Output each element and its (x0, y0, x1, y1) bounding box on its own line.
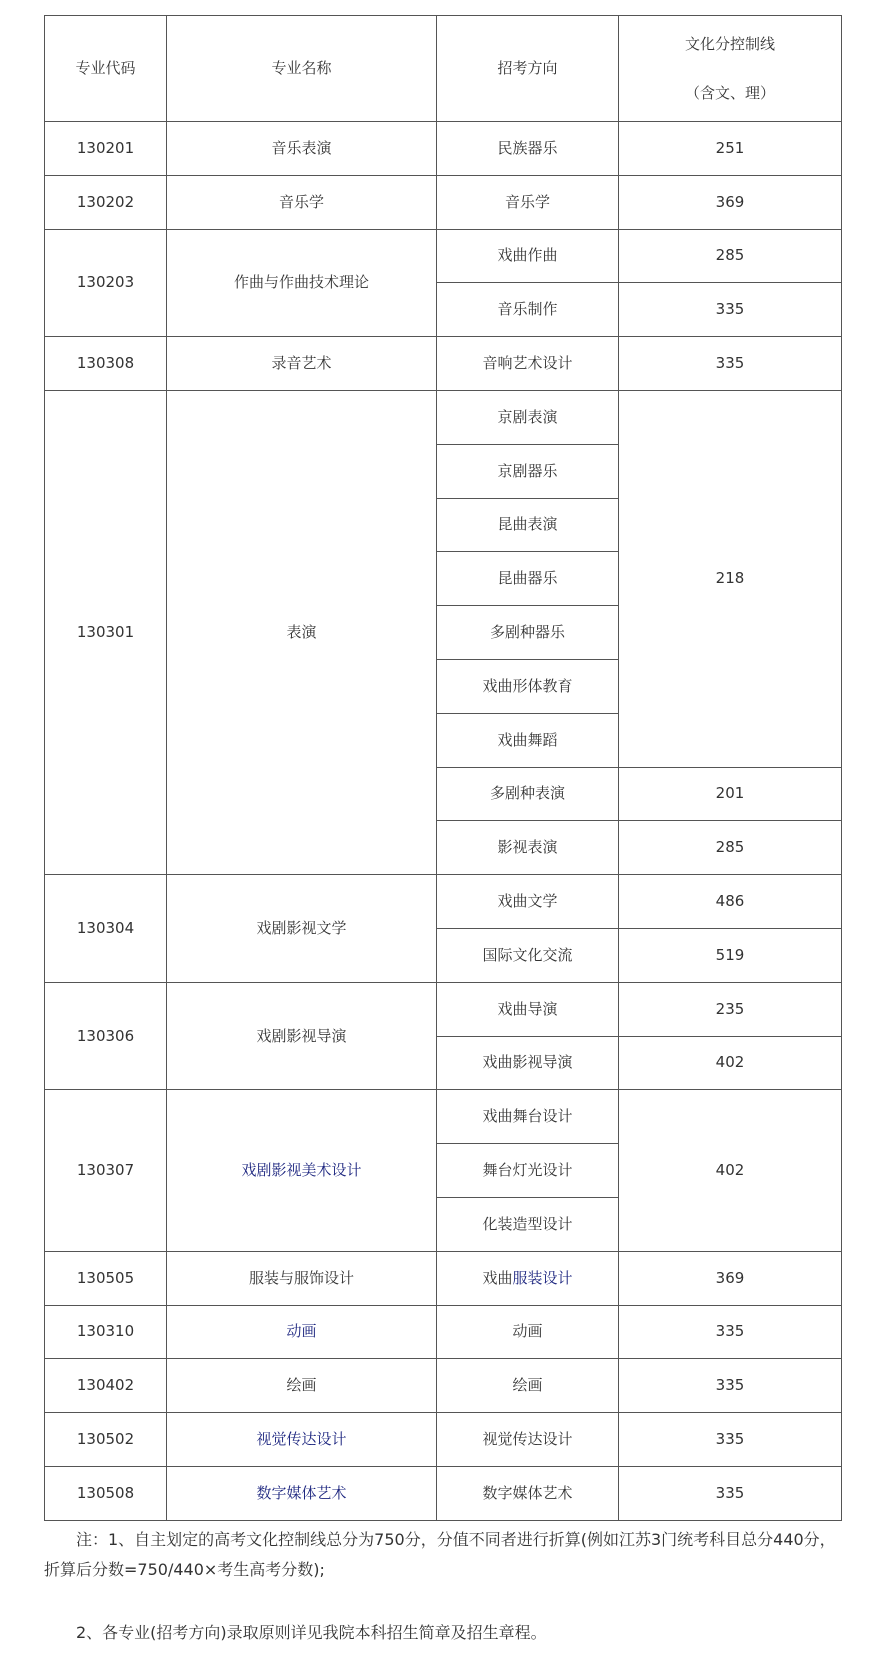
direction-prefix: 戏曲 (482, 1268, 513, 1287)
direction-link[interactable]: 服装设计 (512, 1268, 573, 1287)
cell-code: 130308 (45, 337, 167, 391)
cell-direction: 昆曲表演 (437, 498, 619, 552)
cell-score: 251 (619, 122, 842, 176)
cell-code: 130301 (45, 390, 167, 874)
admission-score-table (44, 15, 842, 1521)
header-direction: 招考方向 (437, 16, 619, 122)
cell-score: 201 (619, 767, 842, 821)
cell-score: 335 (619, 1359, 842, 1413)
cell-name: 录音艺术 (167, 337, 437, 391)
cell-score: 402 (619, 1036, 842, 1090)
cell-direction: 戏曲形体教育 (437, 659, 619, 713)
cell-direction: 音响艺术设计 (437, 337, 619, 391)
cell-score: 285 (619, 229, 842, 283)
cell-code: 130202 (45, 175, 167, 229)
cell-direction: 视觉传达设计 (437, 1413, 619, 1467)
table-row (45, 175, 842, 229)
cell-score: 335 (619, 337, 842, 391)
table-row (45, 122, 842, 176)
cell-code: 130203 (45, 229, 167, 337)
cell-direction: 化装造型设计 (437, 1197, 619, 1251)
cell-direction: 绘画 (437, 1359, 619, 1413)
table-row (45, 1359, 842, 1413)
cell-score: 218 (619, 390, 842, 767)
notes-section (44, 1525, 844, 1648)
note-1: 注：1、自主划定的高考文化控制线总分为750分，分值不同者进行折算(例如江苏3门统考科目总分440分，折算后分数=750/440×考生高考分数); (44, 1530, 836, 1579)
cell-score: 402 (619, 1090, 842, 1251)
cell-code: 130505 (45, 1251, 167, 1305)
header-score-line2: （含文、理） (684, 83, 775, 102)
cell-direction: 京剧表演 (437, 390, 619, 444)
table-row (45, 390, 842, 444)
cell-name: 戏剧影视文学 (167, 875, 437, 983)
table-row (45, 1466, 842, 1520)
cell-score: 486 (619, 875, 842, 929)
cell-direction: 昆曲器乐 (437, 552, 619, 606)
major-link[interactable]: 数字媒体艺术 (256, 1483, 347, 1502)
cell-direction: 影视表演 (437, 821, 619, 875)
cell-direction: 戏曲导演 (437, 982, 619, 1036)
cell-name: 音乐表演 (167, 122, 437, 176)
table-row (45, 982, 842, 1036)
cell-name: 绘画 (167, 1359, 437, 1413)
cell-score: 335 (619, 1305, 842, 1359)
cell-direction: 国际文化交流 (437, 928, 619, 982)
cell-direction: 戏曲影视导演 (437, 1036, 619, 1090)
table-row (45, 875, 842, 929)
cell-name-link[interactable] (167, 1413, 437, 1467)
cell-direction: 戏曲文学 (437, 875, 619, 929)
cell-score: 235 (619, 982, 842, 1036)
header-score-line1: 文化分控制线 (684, 34, 775, 53)
cell-name: 表演 (167, 390, 437, 874)
cell-name: 作曲与作曲技术理论 (167, 229, 437, 337)
cell-score: 335 (619, 1466, 842, 1520)
major-link[interactable]: 动画 (286, 1322, 317, 1341)
cell-code: 130201 (45, 122, 167, 176)
cell-score: 335 (619, 1413, 842, 1467)
table-row (45, 1090, 842, 1144)
cell-score: 369 (619, 175, 842, 229)
cell-direction: 舞台灯光设计 (437, 1144, 619, 1198)
table-row (45, 1305, 842, 1359)
cell-direction: 多剧种表演 (437, 767, 619, 821)
cell-direction: 音乐学 (437, 175, 619, 229)
cell-code: 130307 (45, 1090, 167, 1251)
cell-code: 130304 (45, 875, 167, 983)
cell-score: 519 (619, 928, 842, 982)
cell-direction: 数字媒体艺术 (437, 1466, 619, 1520)
cell-name-link[interactable] (167, 1090, 437, 1251)
major-link[interactable]: 视觉传达设计 (256, 1430, 347, 1449)
cell-direction: 戏曲舞台设计 (437, 1090, 619, 1144)
table-row (45, 1251, 842, 1305)
table-row (45, 337, 842, 391)
cell-name: 音乐学 (167, 175, 437, 229)
cell-name-link[interactable] (167, 1305, 437, 1359)
table-row (45, 229, 842, 283)
cell-direction: 戏曲作曲 (437, 229, 619, 283)
cell-score: 369 (619, 1251, 842, 1305)
cell-code: 130306 (45, 982, 167, 1090)
cell-score: 285 (619, 821, 842, 875)
cell-code: 130508 (45, 1466, 167, 1520)
cell-direction: 民族器乐 (437, 122, 619, 176)
table-row (45, 1413, 842, 1467)
cell-name: 服装与服饰设计 (167, 1251, 437, 1305)
cell-name-link[interactable] (167, 1466, 437, 1520)
cell-code: 130502 (45, 1413, 167, 1467)
header-name: 专业名称 (167, 16, 437, 122)
cell-name: 戏剧影视导演 (167, 982, 437, 1090)
table-header-row (45, 16, 842, 122)
cell-code: 130310 (45, 1305, 167, 1359)
header-code: 专业代码 (45, 16, 167, 122)
cell-code: 130402 (45, 1359, 167, 1413)
cell-direction: 多剧种器乐 (437, 606, 619, 660)
cell-direction (437, 1251, 619, 1305)
major-link[interactable]: 戏剧影视美术设计 (241, 1161, 362, 1180)
note-2: 2、各专业(招考方向)录取原则详见我院本科招生简章及招生章程。 (76, 1623, 547, 1642)
cell-score: 335 (619, 283, 842, 337)
cell-direction: 戏曲舞蹈 (437, 713, 619, 767)
cell-direction: 京剧器乐 (437, 444, 619, 498)
cell-direction: 动画 (437, 1305, 619, 1359)
header-score (619, 16, 842, 122)
cell-direction: 音乐制作 (437, 283, 619, 337)
